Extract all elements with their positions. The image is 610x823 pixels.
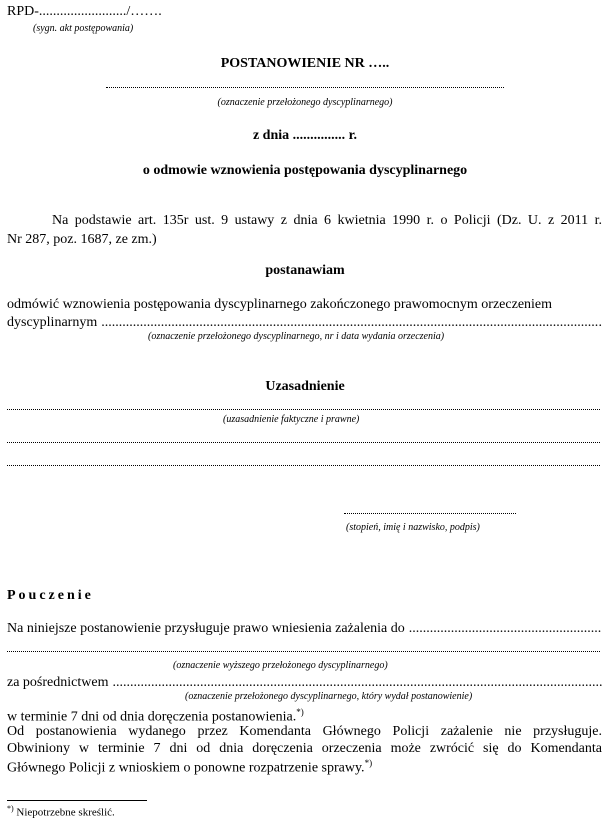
decision-dots [97,315,598,331]
appeal-line-text: Na niniejsze postanowienie przysługuje prawo wniesienia zażalenia do [7,621,405,636]
justification-heading: Uzasadnienie [265,379,345,394]
via-line [7,675,602,691]
instruction-heading: Pouczenie [7,588,94,603]
decision-note: (oznaczenie przełożonego dyscyplinarnego, nr i data wydania orzeczenia) [148,331,445,342]
decision-line-2 [7,315,602,331]
via-note: (oznaczenie przełożonego dyscyplinarnego, który wydał postanowienie) [185,691,473,702]
decision-line-2-text: dyscyplinarnym [7,315,98,330]
date-line: z dnia ............... r. [252,128,358,143]
subject-line: o odmowie wznowienia postępowania dyscyplinarnego [142,163,468,178]
authority-note: (oznaczenie przełożonego dyscyplinarnego) [217,97,393,108]
authority-dotted-line [106,81,504,88]
instruction-para-line-3-text: Głównego Policji z wnioskiem o ponowne rozpatrzenie sprawy. [7,760,365,776]
term-line [7,707,304,726]
instruction-para-line-1: Od postanowienia wydanego przez Komendanta Głównego Policji zażalenie nie przysługuje. [7,724,602,739]
appeal-line [7,621,602,637]
instruction-para-line-2: Obwiniony w terminie 7 dni od dnia doręczenia orzeczenia może zwrócić się do Komendanta [7,741,602,756]
case-reference-note: (sygn. akt postępowania) [33,23,134,34]
justification-line-2 [7,436,600,443]
footnote-text: Niepotrzebne skreślić. [16,806,115,819]
instruction-para-line-3 [7,758,372,777]
footnote-marker: *) [7,804,14,813]
via-text: za pośrednictwem [7,675,109,690]
decision-end: . [598,315,602,330]
case-reference: RPD-........................./……. [7,4,162,19]
term-footnote-marker: *) [296,707,304,717]
decision-keyword: postanawiam [265,263,345,278]
legal-basis-line-2: Nr 287, poz. 1687, ze zm.) [7,232,157,247]
footnote-separator [7,800,147,801]
justification-note: (uzasadnienie faktyczne i prawne) [223,414,360,425]
justification-line-1 [7,403,600,410]
appeal-dots [405,621,602,637]
decision-line-1: odmówić wznowienia postępowania dyscyplinarnego zakończonego prawomocnym orzeczeniem [7,297,553,312]
signature-line [344,507,516,514]
document-title: POSTANOWIENIE NR ….. [220,56,390,71]
via-dots [108,675,602,691]
signature-note: (stopień, imię i nazwisko, podpis) [346,522,480,533]
footnote [7,804,115,819]
superior-note: (oznaczenie wyższego przełożonego dyscyplinarnego) [173,660,388,671]
superior-line [7,645,600,652]
justification-line-3 [7,459,600,466]
para-footnote-marker: *) [364,758,373,768]
term-text: w terminie 7 dni od dnia doręczenia postanowienia. [7,709,297,725]
legal-basis-line-1: Na podstawie art. 135r ust. 9 ustawy z dnia 6 kwietnia 1990 r. o Policji (Dz. U. z 2011 r. [52,213,602,228]
